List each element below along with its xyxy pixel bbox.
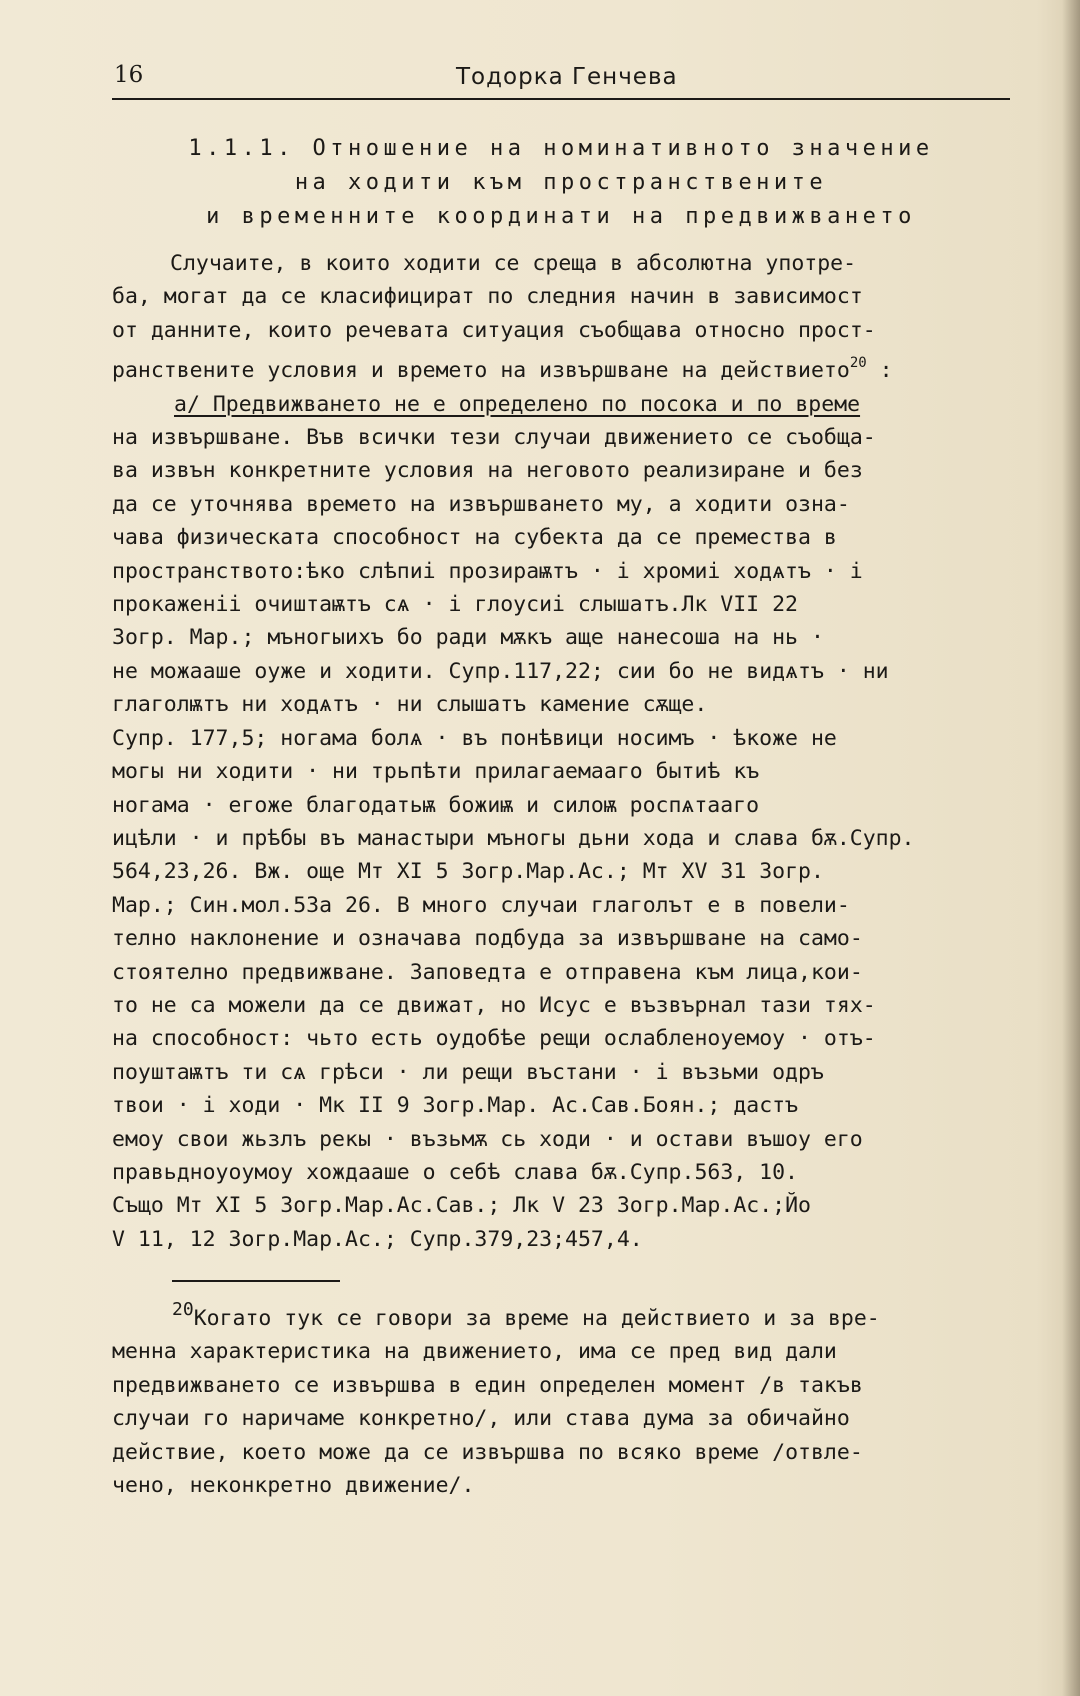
text-line: на способност: чьто есть оудобѣе рещи ослабленоуемоу · отъ- — [112, 1026, 876, 1052]
text-line: Случаите, в които ходити се среща в абсолютна употре- — [170, 251, 857, 276]
text-line: да се уточнява времето на извършването му, а ходити озна- — [112, 491, 850, 517]
text-line: V 11, 12 Зогр.Мар.Ас.; Супр.379,23;457,4. — [112, 1226, 643, 1252]
text-line: могы ни ходити · ни трьпѣти прилагаемааго бытиѣ къ — [112, 759, 760, 785]
footnote — [112, 1293, 1044, 1502]
section-heading-line: и временните координати на предвижването — [206, 204, 916, 229]
text-line: ицѣли · и прѣбы въ манастыри мъногы дьни хода и слава бѫ.Супр. — [112, 825, 915, 851]
text-line: стоятелно предвижване. Заповедта е отправена към лица,кои- — [112, 959, 863, 985]
running-head: Тодорка Генчева — [456, 64, 678, 90]
text-line-underlined: а/ Предвижването не е определено по посока и по време — [174, 391, 861, 417]
text-line: 564,23,26. Вж. още Мт XI 5 Зогр.Мар.Ас.; Мт XV 31 Зогр. — [112, 859, 824, 885]
footnote-line: менна характеристика на движението, има се пред вид дали — [112, 1339, 837, 1365]
body-text — [112, 247, 1044, 1256]
text-line: Зогр. Мар.; мъногыихъ бо ради мѫкъ аще нанесоша на нь · — [112, 625, 824, 651]
text-line: то не са можели да се движат, но Исус е възвърнал тази тях- — [112, 992, 876, 1018]
text-line: Също Мт XI 5 Зогр.Мар.Ас.Сав.; Лк V 23 Зогр.Мар.Ас.;Йо — [112, 1193, 811, 1219]
footnote-line: чено, неконкретно движение/. — [112, 1473, 475, 1499]
text-line: прокаженіі очиштаѭтъ сѧ · і глоусиі слышатъ.Лк VII 22 — [112, 592, 798, 618]
text-line: правьдноуоумоу хождааше о себѣ слава бѫ.Супр.563, 10. — [112, 1159, 798, 1185]
text-line: не можааше оуже и ходити. Супр.117,22; сии бо не видѧтъ · ни — [112, 658, 889, 684]
page-header — [112, 58, 1010, 100]
text-line: глаголѭтъ ни ходѧтъ · ни слышатъ камение сѫще. — [112, 692, 708, 718]
page-edge-shadow — [1062, 0, 1080, 1696]
colon: : — [866, 358, 893, 384]
text-line: чава физическата способност на субекта да се премества в — [112, 525, 837, 551]
text-line: ва извън конкретните условия на неговото реализиране и без — [112, 458, 863, 484]
footnote-divider — [172, 1280, 340, 1282]
footnote-number: 20 — [172, 1299, 194, 1320]
text-line: от данните, които речевата ситуация съобщава относно прост- — [112, 317, 876, 343]
text-line-with-footnote — [112, 347, 1044, 387]
text-line: на извършване. Във всички тези случаи движението се съобща- — [112, 425, 876, 451]
footnote-first-line — [112, 1293, 1044, 1335]
section-heading-line: на ходити към пространствените — [294, 170, 828, 195]
footnote-line: предвижването се извършва в един определен момент /в такъв — [112, 1372, 863, 1398]
footnote-line: Когато тук се говори за време на действието и за вре- — [193, 1306, 880, 1331]
text-line: ба, могат да се класифицират по следния начин в зависимост — [112, 284, 863, 310]
text-line: ранствените условия и времето на извършване на действието — [112, 358, 850, 384]
page-number: 16 — [114, 62, 144, 88]
text-line: твои · і ходи · Мк II 9 Зогр.Мар. Ас.Сав.Боян.; дастъ — [112, 1093, 799, 1119]
text-line: поуштаѭтъ ти сѧ грѣси · ли рещи въстани · і възьми одръ — [112, 1059, 824, 1085]
text-line: пространството:ѣко слѣпиі прозираѭтъ · і хромиі ходѧтъ · і — [112, 558, 863, 584]
footnote-line: случаи го наричаме конкретно/, или става дума за обичайно — [112, 1406, 850, 1432]
text-line: Супр. 177,5; ногама болѧ · въ понѣвици носимъ · ѣкоже не — [112, 725, 837, 751]
text-line: Мар.; Син.мол.53а 26. В много случаи глаголът е в повели- — [112, 892, 850, 918]
text-line: телно наклонение и означава подбуда за извършване на само- — [112, 926, 863, 952]
footnote-line: действие, което може да се извършва по всяко време /отвле- — [112, 1439, 863, 1465]
text-line: ногама · егоже благодатьѭ божиѭ и силоѭ роспѧтааго — [112, 792, 760, 818]
footnote-reference[interactable]: 20 — [849, 355, 867, 372]
section-heading — [112, 132, 1010, 234]
text-line: емоу свои жьзлъ рекы · възьмѫ сь ходи · и остави въшоу его — [112, 1126, 863, 1152]
section-heading-line: 1.1.1. Отношение на номинативното значение — [188, 136, 934, 161]
